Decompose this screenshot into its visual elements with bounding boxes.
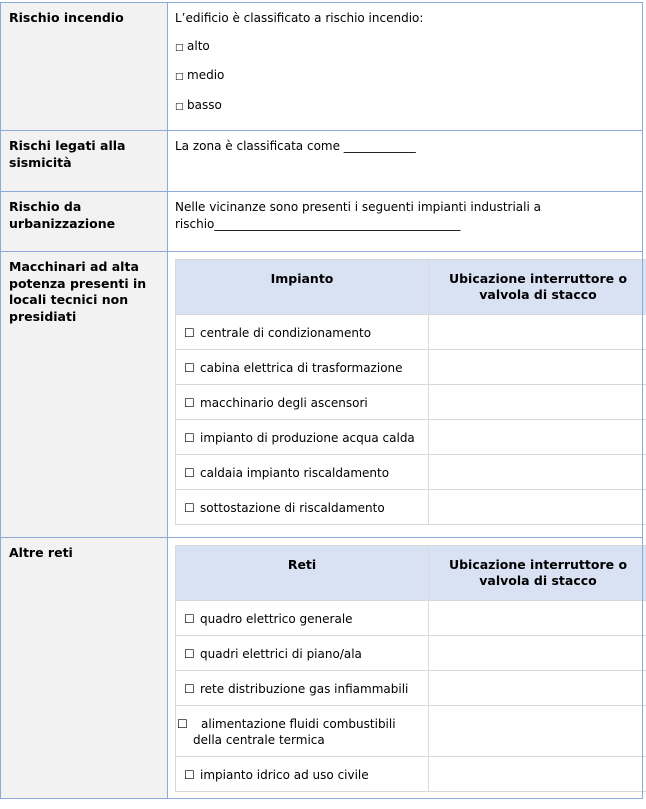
checkbox-icon[interactable]: ☐: [184, 326, 195, 340]
content-networks: [168, 538, 643, 799]
content-urban-risk[interactable]: Nelle vicinanze sono presenti i seguenti impianti industriali a rischio_________________________________________: [168, 192, 643, 252]
label-urban-risk: Rischio da urbanizzazione: [1, 192, 168, 252]
row-fire-risk: [1, 3, 643, 131]
machinery-row: [176, 385, 646, 420]
machinery-row: [176, 315, 646, 350]
network-item[interactable]: [176, 601, 429, 636]
row-seismic-risk: [1, 131, 643, 192]
option-label: basso: [187, 97, 222, 112]
network-item-label: impianto idrico ad uso civile: [200, 768, 369, 782]
checkbox-icon[interactable]: ☐: [184, 466, 195, 480]
header-impianto: Impianto: [176, 260, 429, 315]
row-urban-risk: [1, 192, 643, 252]
risk-table: [0, 2, 643, 799]
machinery-row: [176, 350, 646, 385]
machinery-item-label: caldaia impianto riscaldamento: [200, 466, 390, 480]
machinery-item-label: centrale di condizionamento: [200, 326, 372, 340]
machinery-location-cell[interactable]: [429, 455, 646, 490]
fire-option-alto[interactable]: [175, 38, 634, 57]
option-label: alto: [187, 38, 210, 53]
checkbox-icon[interactable]: ☐: [184, 431, 195, 445]
network-row: [176, 671, 646, 706]
checkbox-icon[interactable]: ☐: [177, 717, 188, 731]
machinery-item[interactable]: [176, 490, 429, 525]
network-item[interactable]: [176, 636, 429, 671]
machinery-item-label: sottostazione di riscaldamento: [200, 501, 385, 515]
content-machinery: [168, 252, 643, 538]
content-seismic-risk[interactable]: La zona è classificata come ____________: [168, 131, 643, 192]
network-location-cell[interactable]: [429, 671, 646, 706]
machinery-item[interactable]: [176, 420, 429, 455]
network-item-label: quadri elettrici di piano/ala: [200, 647, 362, 661]
network-item-label: quadro elettrico generale: [200, 612, 353, 626]
machinery-item[interactable]: [176, 350, 429, 385]
header-ubicazione: Ubicazione interruttore o valvola di stacco: [429, 546, 646, 601]
header-reti: Reti: [176, 546, 429, 601]
checkbox-icon[interactable]: ☐: [184, 768, 195, 782]
network-item[interactable]: [176, 757, 429, 792]
machinery-item-label: impianto di produzione acqua calda: [200, 431, 415, 445]
machinery-row: [176, 490, 646, 525]
checkbox-icon[interactable]: ☐: [184, 501, 195, 515]
row-networks: [1, 538, 643, 799]
machinery-table: [175, 259, 646, 525]
checkbox-icon[interactable]: ☐: [184, 612, 195, 626]
fire-intro: L’edificio è classificato a rischio incendio:: [175, 11, 424, 25]
machinery-location-cell[interactable]: [429, 350, 646, 385]
row-machinery: [1, 252, 643, 538]
networks-table: [175, 545, 646, 792]
network-item[interactable]: [176, 706, 429, 757]
network-location-cell[interactable]: [429, 706, 646, 757]
network-item-label: rete distribuzione gas infiammabili: [200, 682, 409, 696]
machinery-location-cell[interactable]: [429, 490, 646, 525]
machinery-item-label: cabina elettrica di trasformazione: [200, 361, 403, 375]
label-networks: Altre reti: [1, 538, 168, 799]
checkbox-icon[interactable]: ☐: [184, 396, 195, 410]
network-item-label: alimentazione fluidi combustibili della centrale termica: [193, 717, 396, 747]
network-row: [176, 601, 646, 636]
header-ubicazione: Ubicazione interruttore o valvola di stacco: [429, 260, 646, 315]
network-row: [176, 757, 646, 792]
network-row: [176, 706, 646, 757]
label-seismic-risk: Rischi legati alla sismicità: [1, 131, 168, 192]
network-location-cell[interactable]: [429, 601, 646, 636]
checkbox-icon[interactable]: ☐: [184, 682, 195, 696]
machinery-location-cell[interactable]: [429, 420, 646, 455]
checkbox-icon[interactable]: □: [175, 42, 184, 53]
checkbox-icon[interactable]: □: [175, 72, 184, 82]
machinery-row: [176, 455, 646, 490]
fire-option-basso[interactable]: [175, 97, 634, 116]
network-location-cell[interactable]: [429, 636, 646, 671]
label-machinery: Macchinari ad alta potenza presenti in locali tecnici non presidiati: [1, 252, 168, 538]
checkbox-icon[interactable]: □: [175, 101, 184, 112]
fire-option-medio[interactable]: [175, 67, 634, 86]
option-label: medio: [187, 68, 225, 82]
machinery-row: [176, 420, 646, 455]
machinery-item[interactable]: [176, 455, 429, 490]
machinery-item[interactable]: [176, 315, 429, 350]
content-fire-risk: [168, 3, 643, 131]
machinery-item-label: macchinario degli ascensori: [200, 396, 368, 410]
checkbox-icon[interactable]: ☐: [184, 647, 195, 661]
network-row: [176, 636, 646, 671]
machinery-location-cell[interactable]: [429, 315, 646, 350]
checkbox-icon[interactable]: ☐: [184, 361, 195, 375]
network-item[interactable]: [176, 671, 429, 706]
label-fire-risk: Rischio incendio: [1, 3, 168, 131]
machinery-location-cell[interactable]: [429, 385, 646, 420]
machinery-item[interactable]: [176, 385, 429, 420]
network-location-cell[interactable]: [429, 757, 646, 792]
